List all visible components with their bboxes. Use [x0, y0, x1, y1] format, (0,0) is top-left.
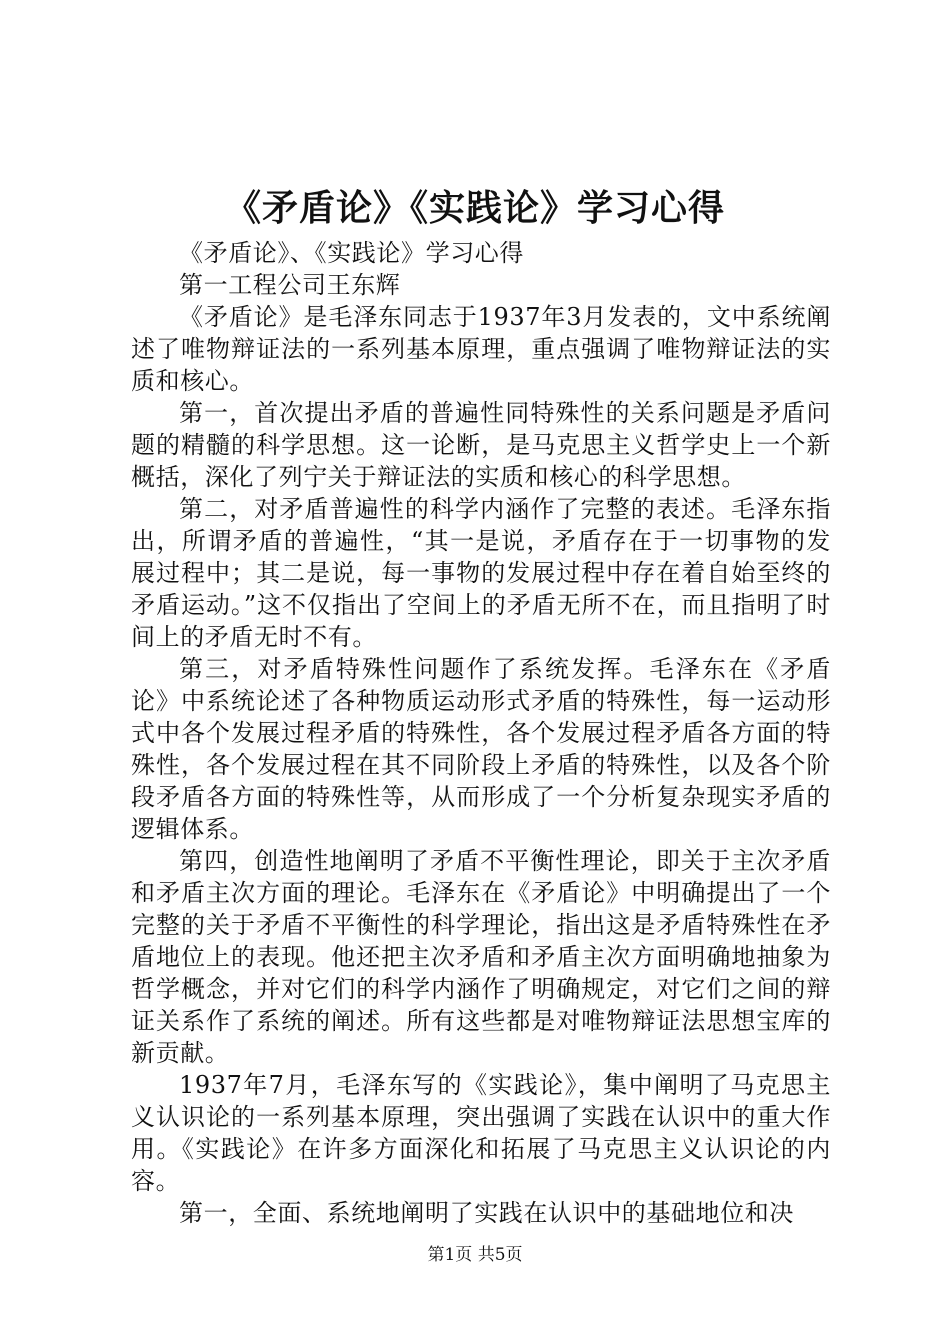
- subtitle-paragraph: 《矛盾论》、《实践论》学习心得: [179, 239, 524, 267]
- body-paragraph: 1937年7月，毛泽东写的《实践论》，集中阐明了马克思主义认识论的一系列基本原理，突出强调了实践在认识中的重大作用。《实践论》在许多方面深化和拓展了马克思主义认识论的内容。: [131, 1071, 831, 1195]
- body-paragraph: 第四，创造性地阐明了矛盾不平衡性理论，即关于主次矛盾和矛盾主次方面的理论。毛泽东在《矛盾论》中明确提出了一个完整的关于矛盾不平衡性的科学理论，指出这是矛盾特殊性在矛盾地位上的表现。他还把主次矛盾和矛盾主次方面明确地抽象为哲学概念，并对它们的科学内涵作了明确规定，对它们之间的辩证关系作了系统的阐述。所有这些都是对唯物辩证法思想宝库的新贡献。: [131, 847, 831, 1067]
- body-paragraph: 第一，全面、系统地阐明了实践在认识中的基础地位和决: [179, 1199, 794, 1227]
- page-footer: 第1页 共5页: [427, 1245, 523, 1265]
- body-paragraph: 第三，对矛盾特殊性问题作了系统发挥。毛泽东在《矛盾论》中系统论述了各种物质运动形式矛盾的特殊性，每一运动形式中各个发展过程矛盾的特殊性，各个发展过程矛盾各方面的特殊性，各个发展过程在其不同阶段上矛盾的特殊性，以及各个阶段矛盾各方面的特殊性等，从而形成了一个分析复杂现实矛盾的逻辑体系。: [131, 655, 831, 843]
- body-paragraph: 《矛盾论》是毛泽东同志于1937年3月发表的，文中系统阐述了唯物辩证法的一系列基本原理，重点强调了唯物辩证法的实质和核心。: [131, 303, 831, 395]
- document-title: 《矛盾论》《实践论》学习心得: [224, 187, 725, 229]
- body-paragraph: 第一，首次提出矛盾的普遍性同特殊性的关系问题是矛盾问题的精髓的科学思想。这一论断，是马克思主义哲学史上一个新概括，深化了列宁关于辩证法的实质和核心的科学思想。: [131, 399, 831, 491]
- document-body: [131, 237, 831, 1229]
- author-line: 第一工程公司王东辉: [179, 271, 401, 299]
- body-paragraph: 第二，对矛盾普遍性的科学内涵作了完整的表述。毛泽东指出，所谓矛盾的普遍性，“其一是说，矛盾存在于一切事物的发展过程中；其二是说，每一事物的发展过程中存在着自始至终的矛盾运动。”这不仅指出了空间上的矛盾无所不在，而且指明了时间上的矛盾无时不有。: [131, 495, 831, 651]
